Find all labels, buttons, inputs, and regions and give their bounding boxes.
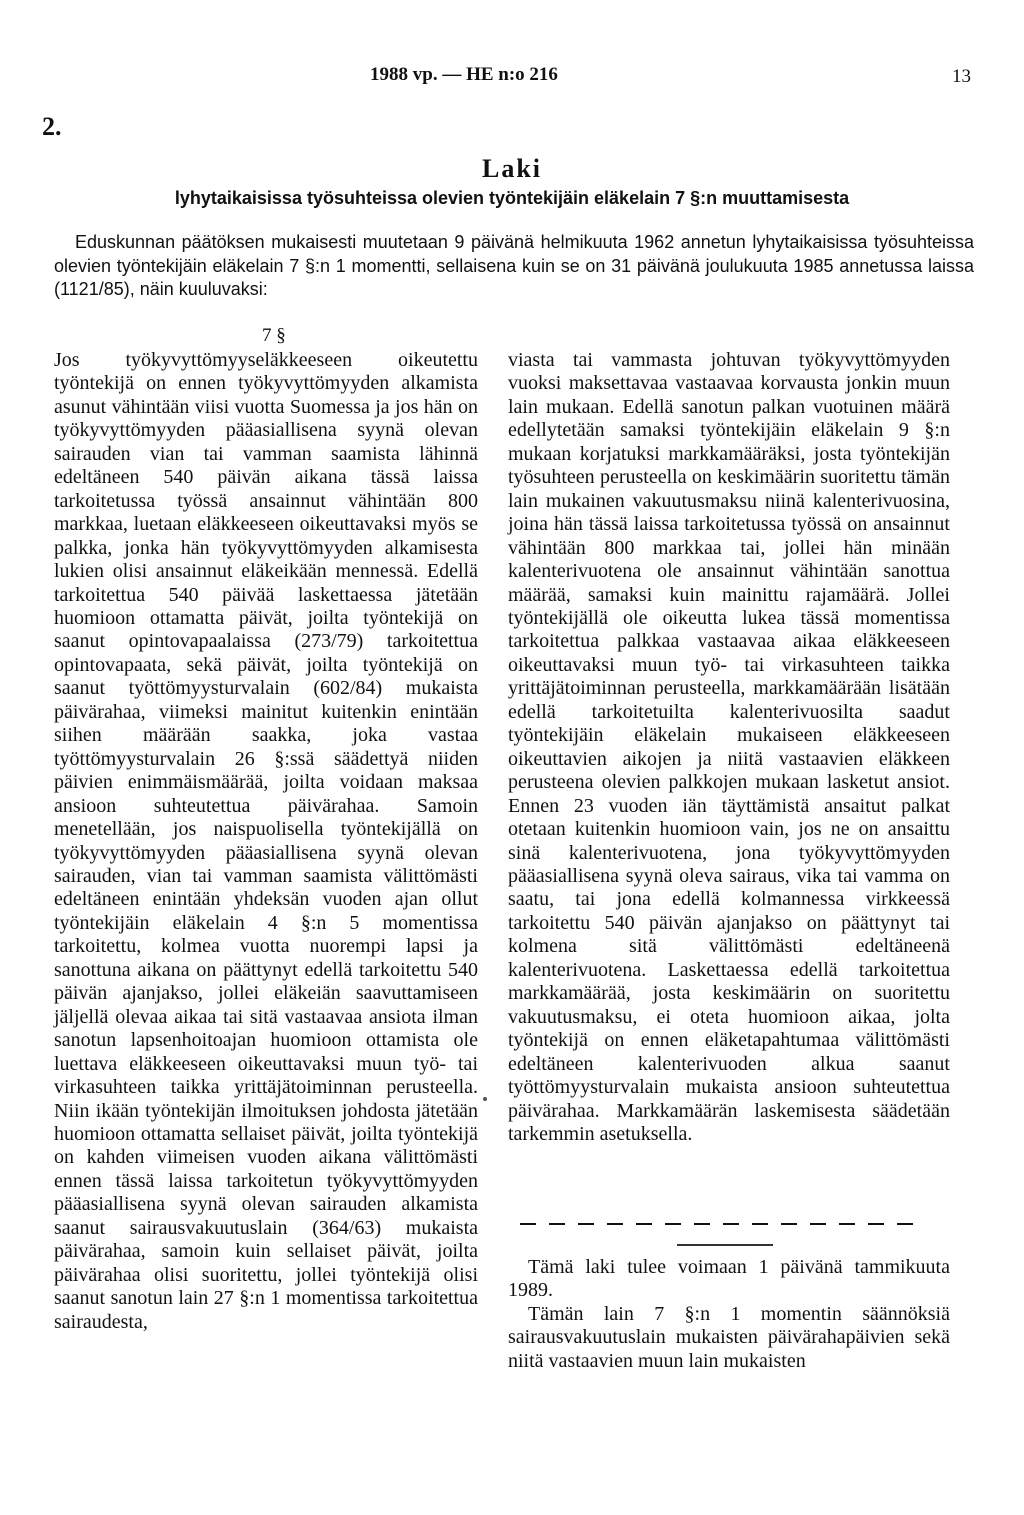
law-subtitle: lyhytaikaisissa työsuhteissa olevien työntekijäin eläkelain 7 §:n muuttamisesta xyxy=(174,188,850,208)
section-number: 2. xyxy=(42,112,62,141)
left-column-text: Jos työkyvyttömyyseläkkeeseen oikeutettu työntekijä on ennen työkyvyttömyyden alkamista asunut vähintään viisi vuotta Suomessa ja jos hän on työkyvyttömyyden pääasiallisena syynä olevan sairauden vian tai vamman saamista lähinnä edeltäneen 540 päivän aikana tässä laissa tarkoitetussa työssä ansainnut vähintään 800 markkaa, luetaan eläkkeeseen oikeuttavaksi myös se palkka, jonka hän työkyvyttömyyden alkamisesta lukien olisi ansainnut eläkeikään mennessä. Edellä tarkoitettua 540 päivää laskettaessa jätetään huomioon ottamatta päivät, joilta työntekijä on saanut opintovapaalaissa (273/79) tarkoitettua opintovapaata, sekä päivät, joilta työntekijä on saanut työttömyysturvalain (602/84) mukaista päivärahaa, viimeksi mainitut kuitenkin enintään siihen määrään saakka, joka vastaa työttömyysturvalain 26 §:ssä säädettyä niiden päivien enimmäismäärää, joilta voidaan maksaa ansioon suhteutettua päivärahaa. Samoin menetellään, jos naispuolisella työntekijällä on työkyvyttömyyden pääasiallisena syynä olevan sairauden, vian tai vamman saamista välittömästi edeltäneen enintään yhdeksän vuoden ajan ollut työntekijäin eläkelain 4 §:n 5 momentissa tarkoitettu, kolmea vuotta nuorempi lapsi ja sanottuna aikana on päättynyt edellä tarkoitettu 540 päivän ajanjakso, jollei eläkeiän saavuttamiseen jäljellä olevaa aikaa tai sitä vastaavaa ansiota ilman sanotun lapsenhoitoajan huomioon ottamista ole luettava eläkkeeseen oikeuttavaksi muun työ- tai virkasuhteen taikka yrittäjätoiminnan perusteella. Niin ikään työntekijän ilmoituksen johdosta jätetään huomioon ottamatta sellaiset päivät, joilta työntekijä on kahden viimeisen vuoden aikana välittömästi ennen tässä laissa tarkoitetun työkyvyttömyyden pääasiallisena syynä olevan sairauden alkamista saanut sairausvakuutuslain (364/63) mukaista päivärahaa, samoin kuin sellaiset päivät, joilta päivärahaa olisi suoritettu, jollei työntekijä olisi saanut sanotun lain 27 §:n 1 momentissa tarkoitettua sairaudesta, xyxy=(54,349,478,1333)
entry-into-force-text: Tämä laki tulee voimaan 1 päivänä tammikuuta 1989. xyxy=(508,1256,950,1302)
right-column-text: viasta tai vammasta johtuvan työkyvyttömyyden vuoksi maksettavaa vastaavaa korvausta jonkin muun lain mukaan. Edellä sanotun palkan vuotuinen määrä edellytetään samaksi työntekijäin eläkelain 9 §:n mukaan korjatuksi markkamääräksi, josta työntekijän työsuhteen perusteella on keskimäärin suoritettu tämän lain mukainen vakuutusmaksu niinä kalenterivuosina, joina hän tässä laissa tarkoitetussa työssä on ansainnut vähintään 800 markkaa tai, jollei hän minään kalenterivuotena ole ansainnut vähintään sanottua määrää, samaksi kuin mainittu rajamäärä. Jollei työntekijällä ole oikeutta lukea tässä momentissa tarkoitettua palkkaa vastaavaa aikaa eläkkeeseen oikeuttavaksi muun työ- tai virkasuhteen taikka yrittäjätoiminnan perusteella, markkamäärään lisätään edellä tarkoitetuilta kalenterivuosilta saadut työntekijäin eläkelain mukaiseen eläkkeeseen oikeuttavien aikojen ja niitä vastaavien eläkkeen perusteena olevien palkkojen mukaan lasketut ansiot. Ennen 23 vuoden iän täyttämistä ansaitut palkat otetaan kuitenkin huomioon vain, jos ne on ansaittu sinä kalenterivuotena, jona työkyvyttömyyden pääasiallisena syynä oleva sairaus, vika tai vamma on saatu, tai jona edellä kolmannessa virkkeessä tarkoitettu 540 päivän ajanjakso on päättynyt tai kolmena sitä välittömästi edeltäneenä kalenterivuotena. Laskettaessa edellä tarkoitettua markkamäärää, josta keskimäärin on suoritettu vakuutusmaksu, ei oteta huomioon aikaa, jolta työntekijä on ennen eläketapahtumaa välittömästi edeltäneen kalenterivuoden alkua saanut työttömyysturvalain mukaista ansioon suhteutettua päivärahaa. Markkamäärän laskemisesta säädetään tarkemmin asetuksella. xyxy=(508,349,950,1145)
divider-rule xyxy=(677,1244,773,1246)
transitional-provision-text: Tämän lain 7 §:n 1 momentin säännöksiä sairausvakuutuslain mukaisten päivärahapäivien sekä niitä vastaavien muun lain mukaisten xyxy=(508,1302,950,1372)
stray-mark xyxy=(483,1097,487,1101)
running-header: 1988 vp. — HE n:o 216 xyxy=(370,64,558,85)
right-column xyxy=(508,349,950,1146)
end-of-section-dashes xyxy=(520,1223,945,1226)
law-title: Laki xyxy=(481,154,543,183)
page-number: 13 xyxy=(952,66,971,87)
left-column xyxy=(54,349,478,1334)
preamble-paragraph: Eduskunnan päätöksen mukaisesti muutetaan 9 päivänä helmikuuta 1962 annetun lyhytaikaisissa työsuhteissa olevien työntekijäin eläkelain 7 §:n 1 momentti, sellaisena kuin se on 31 päivänä joulukuuta 1985 annetussa laissa (1121/85), näin kuuluvaksi: xyxy=(54,232,974,299)
closing-provisions xyxy=(508,1256,950,1373)
section-mark: 7 § xyxy=(262,325,286,346)
